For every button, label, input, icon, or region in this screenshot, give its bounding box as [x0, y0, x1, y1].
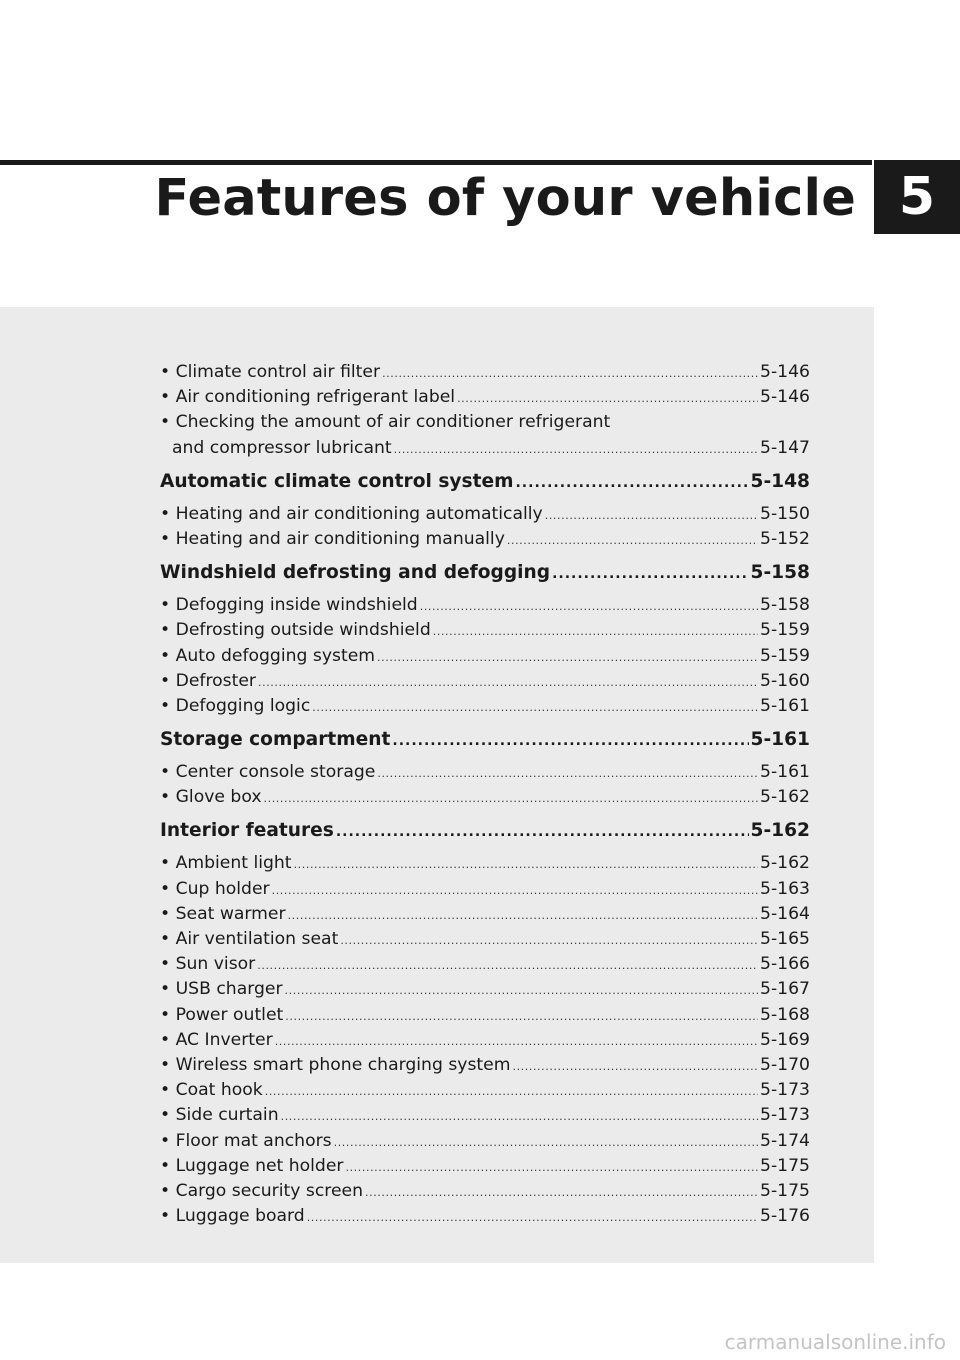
toc-entry[interactable]	[160, 527, 810, 552]
dot-leader	[285, 1004, 758, 1029]
toc-entry-page: 5-162	[760, 787, 810, 808]
dot-leader	[285, 978, 759, 1003]
dot-leader	[257, 953, 758, 978]
toc-entry-label: • Sun visor	[160, 954, 256, 975]
toc-entry-page: 5-175	[760, 1155, 810, 1176]
toc-entry[interactable]	[160, 385, 810, 410]
dot-leader	[365, 1180, 758, 1205]
watermark: carmanualsonline.info	[724, 1330, 946, 1354]
toc-entry[interactable]	[160, 1003, 810, 1028]
dot-leader	[265, 1079, 758, 1104]
toc-entry-continuation[interactable]	[160, 436, 810, 461]
toc-section-heading[interactable]	[160, 464, 810, 500]
toc-entry-label: • Defogging logic	[160, 695, 311, 716]
toc-entry-page: 5-166	[760, 954, 810, 975]
toc-entry-label: • Auto defogging system	[160, 645, 376, 666]
toc-entry-page: 5-162	[760, 853, 810, 874]
dot-leader	[275, 1029, 758, 1054]
toc-entry-label: • Defroster	[160, 670, 256, 691]
toc-entry-label: • Luggage board	[160, 1206, 305, 1227]
toc-entry[interactable]	[160, 877, 810, 902]
toc-entry-label: • Center console storage	[160, 762, 376, 783]
toc-section-label: Interior features	[160, 820, 334, 842]
dot-leader	[294, 852, 758, 877]
toc-entry-page: 5-168	[760, 1004, 810, 1025]
dot-leader	[345, 1155, 758, 1180]
toc-entry-page: 5-165	[760, 929, 810, 949]
toc-entry[interactable]	[160, 644, 810, 669]
toc-entry[interactable]	[160, 618, 810, 643]
toc-entry-label: • Coat hook	[160, 1080, 263, 1101]
toc-entry-page: 5-174	[760, 1130, 810, 1151]
toc-entry[interactable]	[160, 1179, 810, 1204]
toc-entry-page: 5-160	[760, 670, 810, 691]
toc-entry-label: • Climate control air filter	[160, 362, 381, 382]
dot-leader	[336, 814, 749, 850]
toc-entry[interactable]	[160, 1103, 810, 1128]
toc-entry-page: 5-164	[760, 903, 810, 924]
toc-entry-label: • Air conditioning refrigerant label	[160, 387, 456, 408]
toc-entry-page: 5-170	[760, 1054, 810, 1075]
toc-entry-label: • Defogging inside windshield	[160, 595, 418, 616]
toc-entry-page: 5-167	[760, 979, 810, 1000]
dot-leader	[334, 1130, 758, 1155]
toc-section-heading[interactable]	[160, 555, 810, 591]
toc-entry[interactable]	[160, 1204, 810, 1229]
toc-section-heading[interactable]	[160, 722, 810, 758]
toc-entry-label: • Air ventilation seat	[160, 929, 339, 949]
toc-section-page: 5-161	[750, 729, 810, 751]
toc-entry-label: • Seat warmer	[160, 903, 286, 924]
toc-entry-page: 5-152	[760, 528, 810, 549]
toc-entry-page: 5-159	[760, 620, 810, 641]
toc-entry-page: 5-161	[760, 762, 810, 783]
toc-entry-page: 5-159	[760, 645, 810, 666]
toc-entry-page: 5-173	[760, 1080, 810, 1101]
toc-entry-page: 5-146	[760, 362, 810, 382]
dot-leader	[340, 928, 758, 953]
toc-entry-label: • Side curtain	[160, 1105, 279, 1126]
toc-entry[interactable]	[160, 593, 810, 618]
toc-entry-page: 5-169	[760, 1029, 810, 1050]
toc-entry-label: • Floor mat anchors	[160, 1130, 332, 1151]
toc-entry[interactable]	[160, 1078, 810, 1103]
toc-entry-label: • Power outlet	[160, 1004, 284, 1025]
dot-leader	[420, 594, 758, 619]
toc-entry-page: 5-147	[760, 437, 810, 458]
toc-entry[interactable]	[160, 927, 810, 952]
dot-leader	[377, 761, 758, 786]
toc-entry-label: • Checking the amount of air conditioner refrigerant	[160, 412, 611, 433]
toc-section-label: Windshield defrosting and defogging	[160, 562, 551, 584]
toc-entry[interactable]	[160, 760, 810, 785]
toc-entry[interactable]	[160, 360, 810, 385]
toc-entry[interactable]	[160, 410, 810, 435]
toc-entry-page: 5-173	[760, 1105, 810, 1126]
toc-section-page: 5-162	[750, 820, 810, 842]
chapter-title: Features of your vehicle	[154, 169, 856, 228]
toc-entry-page: 5-176	[760, 1206, 810, 1227]
toc-entry-page: 5-158	[760, 595, 810, 616]
toc-entry-page: 5-175	[760, 1180, 810, 1201]
toc-entry[interactable]	[160, 785, 810, 810]
toc-entry-label: • Cup holder	[160, 878, 270, 899]
toc-section-page: 5-158	[750, 562, 810, 584]
toc-entry[interactable]	[160, 694, 810, 719]
toc-entry[interactable]	[160, 502, 810, 527]
toc-entry-page: 5-161	[760, 695, 810, 716]
toc-entry[interactable]	[160, 952, 810, 977]
toc-entry-label: and compressor lubricant	[172, 437, 392, 458]
toc-entry-label: • AC Inverter	[160, 1029, 273, 1050]
toc-entry-page: 5-146	[760, 387, 810, 408]
dot-leader	[507, 528, 758, 553]
dot-leader	[307, 1205, 758, 1230]
dot-leader	[545, 503, 758, 528]
dot-leader	[264, 786, 759, 811]
dot-leader	[433, 619, 758, 644]
dot-leader	[288, 903, 758, 928]
toc-entry[interactable]	[160, 1129, 810, 1154]
toc-entry-label: • Cargo security screen	[160, 1180, 364, 1201]
toc-entry[interactable]	[160, 1154, 810, 1179]
dot-leader	[272, 878, 758, 903]
chapter-number-badge: 5	[874, 160, 960, 234]
toc-entry-label: • Ambient light	[160, 853, 292, 874]
dot-leader	[377, 645, 758, 670]
toc-entry-label: • Glove box	[160, 787, 262, 808]
toc-section-page: 5-148	[750, 470, 810, 492]
dot-leader	[312, 695, 758, 720]
toc-entry-label: • Heating and air conditioning manually	[160, 528, 505, 549]
dot-leader	[382, 361, 758, 386]
toc-entry-page: 5-150	[760, 503, 810, 524]
toc-entry[interactable]	[160, 851, 810, 876]
dot-leader	[258, 670, 758, 695]
toc-entry[interactable]	[160, 977, 810, 1002]
toc-entry-page: 5-163	[760, 878, 810, 899]
dot-leader	[392, 723, 748, 759]
dot-leader	[457, 386, 758, 411]
toc-entry[interactable]	[160, 1053, 810, 1078]
toc-section-label: Automatic climate control system	[160, 470, 514, 492]
toc-entry[interactable]	[160, 1028, 810, 1053]
dot-leader	[552, 556, 748, 592]
toc-entry-label: • Wireless smart phone charging system	[160, 1054, 511, 1075]
dot-leader	[515, 465, 748, 501]
toc-section-heading[interactable]	[160, 813, 810, 849]
toc-entry-label: • USB charger	[160, 979, 283, 1000]
toc-entry[interactable]	[160, 669, 810, 694]
toc-entry-label: • Defrosting outside windshield	[160, 620, 431, 641]
toc-entry-label: • Luggage net holder	[160, 1155, 344, 1176]
dot-leader	[281, 1104, 758, 1129]
dot-leader	[512, 1054, 758, 1079]
table-of-contents	[160, 360, 810, 1229]
toc-entry-label: • Heating and air conditioning automatically	[160, 503, 543, 524]
toc-entry[interactable]	[160, 902, 810, 927]
toc-section-label: Storage compartment	[160, 729, 391, 751]
dot-leader	[394, 437, 758, 462]
